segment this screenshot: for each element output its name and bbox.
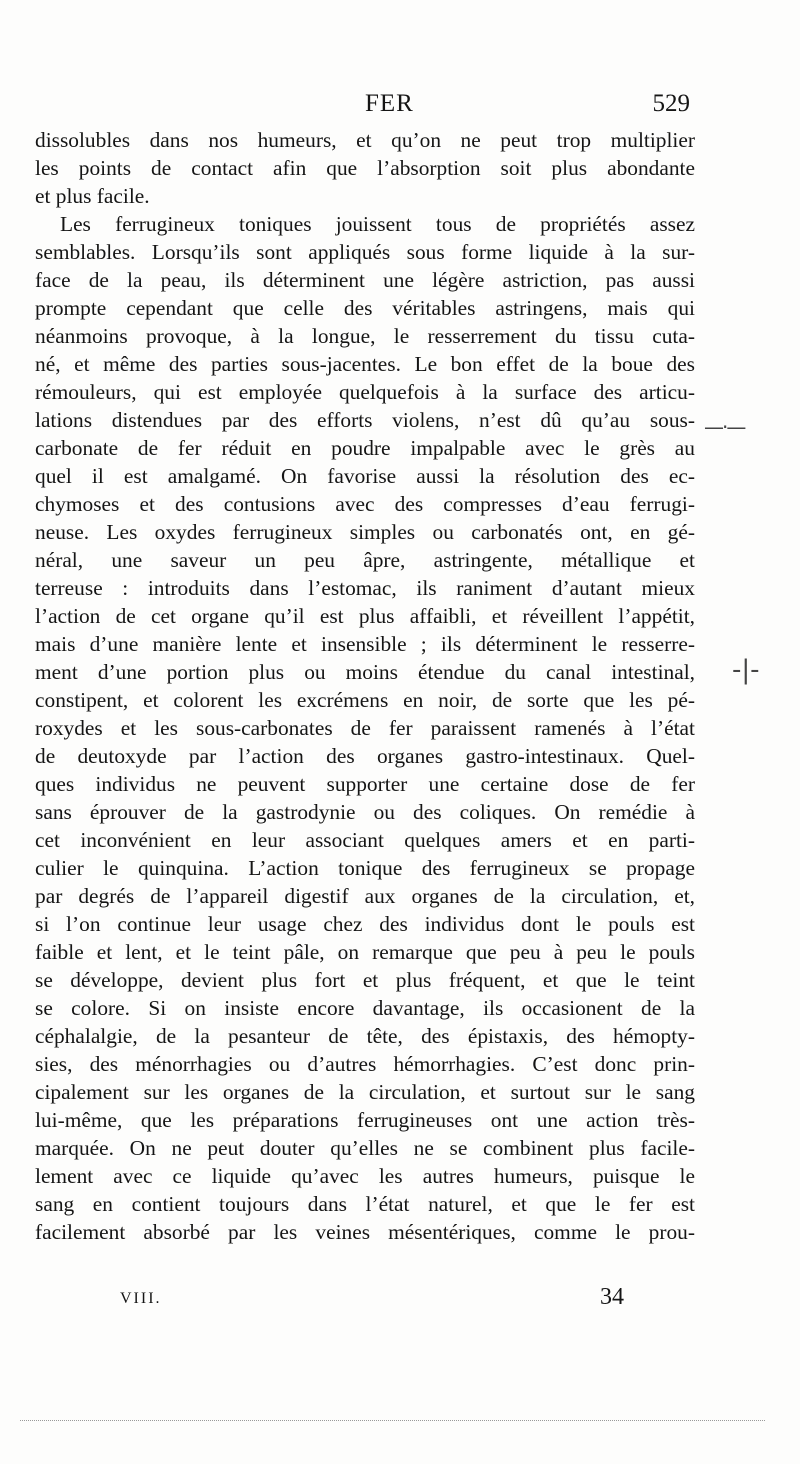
text-line: ment d’une portion plus ou moins étendue du canal intestinal,: [35, 660, 695, 684]
text-line: les points de contact afin que l’absorption soit plus abondante: [35, 156, 695, 180]
text-line: lui-même, que les préparations ferrugineuses ont une action très-: [35, 1108, 695, 1132]
text-line: marquée. On ne peut douter qu’elles ne se combinent plus facile-: [35, 1136, 695, 1160]
scan-edge-rule: [20, 1420, 765, 1421]
text-line: sang en contient toujours dans l’état naturel, et que le fer est: [35, 1192, 695, 1216]
text-line: terreuse : introduits dans l’estomac, ils raniment d’autant mieux: [35, 576, 695, 600]
text-line: de deutoxyde par l’action des organes gastro-intestinaux. Quel-: [35, 744, 695, 768]
sheet-number: 34: [600, 1284, 624, 1310]
text-line: lations distendues par des efforts violens, n’est dû qu’au sous-: [35, 408, 695, 432]
text-line: rémouleurs, qui est employée quelquefois à la surface des articu-: [35, 380, 695, 404]
text-line: se colore. Si on insiste encore davantage, ils occasionent de la: [35, 996, 695, 1020]
page-number: 529: [652, 90, 690, 117]
paragraph-first-line: Les ferrugineux toniques jouissent tous de propriétés assez: [60, 212, 695, 236]
text-line: semblables. Lorsqu’ils sont appliqués sous forme liquide à la sur-: [35, 240, 695, 264]
text-line: se développe, devient plus fort et plus fréquent, et que le teint: [35, 968, 695, 992]
text-line: sies, des ménorrhagies ou d’autres hémorrhagies. C’est donc prin-: [35, 1052, 695, 1076]
text-line: neuse. Les oxydes ferrugineux simples ou carbonatés ont, en gé-: [35, 520, 695, 544]
text-line: ques individus ne peuvent supporter une certaine dose de fer: [35, 772, 695, 796]
text-line: faible et lent, et le teint pâle, on remarque que peu à peu le pouls: [35, 940, 695, 964]
margin-mark: —·—: [704, 415, 745, 439]
text-line: néanmoins provoque, à la longue, le resserrement du tissu cuta-: [35, 324, 695, 348]
text-line: et plus facile.: [35, 184, 150, 208]
text-line: né, et même des parties sous-jacentes. Le bon effet de la boue des: [35, 352, 695, 376]
body-text: [35, 126, 695, 1246]
text-line: quel il est amalgamé. On favorise aussi la résolution des ec-: [35, 464, 695, 488]
text-line: chymoses et des contusions avec des compresses d’eau ferrugi-: [35, 492, 695, 516]
text-line: néral, une saveur un peu âpre, astringente, métallique et: [35, 548, 695, 572]
text-line: cipalement sur les organes de la circulation, et surtout sur le sang: [35, 1080, 695, 1104]
text-line: constipent, et colorent les excrémens en noir, de sorte que les pé-: [35, 688, 695, 712]
page-header: [40, 90, 690, 124]
text-line: carbonate de fer réduit en poudre impalpable avec le grès au: [35, 436, 695, 460]
page-footer: [40, 1284, 690, 1314]
text-line: prompte cependant que celle des véritables astringens, mais qui: [35, 296, 695, 320]
text-line: roxydes et les sous-carbonates de fer paraissent ramenés à l’état: [35, 716, 695, 740]
text-line: l’action de cet organe qu’il est plus affaibli, et réveillent l’appétit,: [35, 604, 695, 628]
text-line: si l’on continue leur usage chez des individus dont le pouls est: [35, 912, 695, 936]
text-line: dissolubles dans nos humeurs, et qu’on ne peut trop multiplier: [35, 128, 695, 152]
text-line: sans éprouver de la gastrodynie ou des coliques. On remédie à: [35, 800, 695, 824]
text-line: par degrés de l’appareil digestif aux organes de la circulation, et,: [35, 884, 695, 908]
text-line: céphalalgie, de la pesanteur de tête, des épistaxis, des hémopty-: [35, 1024, 695, 1048]
text-line: cet inconvénient en leur associant quelques amers et en parti-: [35, 828, 695, 852]
text-line: lement avec ce liquide qu’avec les autres humeurs, puisque le: [35, 1164, 695, 1188]
signature-mark: VIII.: [120, 1290, 162, 1307]
text-line: mais d’une manière lente et insensible ; ils déterminent le resserre-: [35, 632, 695, 656]
text-line: facilement absorbé par les veines mésentériques, comme le prou-: [35, 1220, 695, 1244]
margin-mark: -|-: [732, 655, 760, 685]
running-title: FER: [365, 90, 414, 117]
text-line: face de la peau, ils déterminent une légère astriction, pas aussi: [35, 268, 695, 292]
text-line: culier le quinquina. L’action tonique des ferrugineux se propage: [35, 856, 695, 880]
